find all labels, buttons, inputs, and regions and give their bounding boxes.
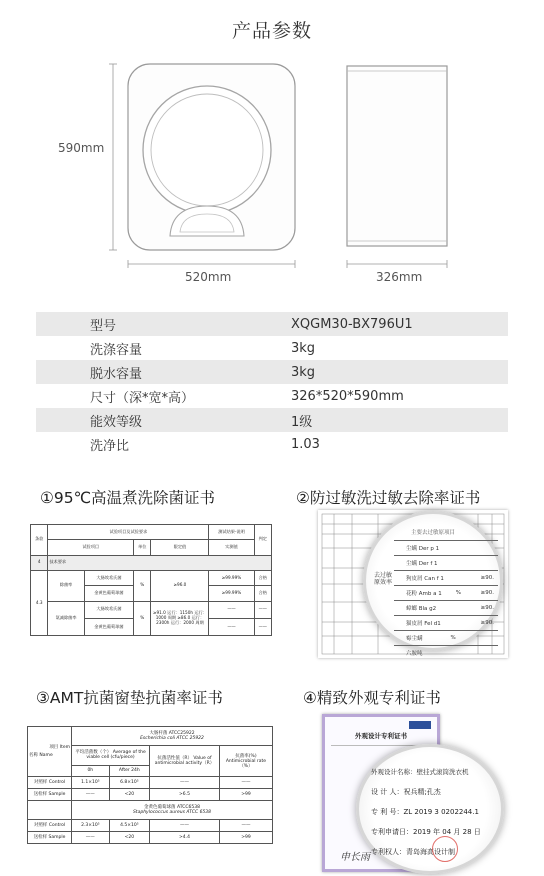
spec-key: 脱水容量 — [90, 366, 143, 382]
spec-row — [36, 360, 508, 384]
cell — [28, 801, 72, 820]
patent-line: 专利申请日：2019 年 04 月 28 日 — [371, 828, 481, 836]
cell: % — [134, 571, 151, 602]
spec-value: 1级 — [291, 414, 313, 430]
spec-value: 326*520*590mm — [291, 388, 404, 404]
lens-row: 尘螨 Der p 1 — [394, 540, 498, 555]
cell: ≥99.99% — [209, 586, 254, 601]
cell: —— — [209, 618, 254, 635]
cert3-table — [27, 726, 273, 844]
cell: <20 — [109, 832, 149, 844]
cell: 金黄色葡萄球菌 — [84, 586, 133, 601]
cell: ≥96.0 — [151, 571, 209, 602]
cell: 对照样 Control — [28, 777, 72, 789]
lens-row: 霉尘螨 % — [394, 630, 498, 645]
cell: 合格 — [254, 571, 271, 586]
cell: 测试结果-说明 — [209, 525, 254, 540]
cell: 金黄色葡萄球菌 ATCC6538 Staphylococcus aureus ATCC 6538 — [72, 801, 273, 820]
cell: —— — [72, 789, 110, 801]
cert4-title: ④精致外观专利证书 — [303, 689, 441, 707]
page-title: 产品参数 — [231, 20, 312, 42]
cell: 条款 — [31, 525, 48, 556]
cell: 大肠杆菌 ATCC25922 Escherichia coli ATCC 25922 — [72, 727, 273, 746]
cell: —— — [219, 820, 272, 832]
spec-row — [36, 312, 508, 336]
cell: —— — [209, 601, 254, 618]
spec-value: XQGM30-BX796U1 — [291, 316, 413, 332]
cert2-magnifier — [363, 511, 503, 657]
cell: ≥91.0 运行：1150h 运行：1000 周期 ≥86.0 运行：2300h 运行：2000 周期 — [151, 601, 209, 635]
cell: —— — [254, 618, 271, 635]
cell: 实测值 — [209, 540, 254, 555]
cell: 单位 — [134, 540, 151, 555]
lens-row: 狗皮屑 Can f 1 ≥90. — [394, 570, 498, 585]
seal-stamp — [432, 836, 458, 862]
lens-row: 蟑螂 Bla g2 ≥90. — [394, 600, 498, 615]
cell: 4.5×10⁵ — [109, 820, 149, 832]
cell: —— — [150, 777, 220, 789]
cell: 4.3 — [31, 571, 48, 636]
cell: 金黄色葡萄球菌 — [84, 618, 133, 635]
cell: 试验项目 — [48, 540, 134, 555]
cert1-title: ①95℃高温煮洗除菌证书 — [40, 489, 216, 507]
patent-line: 外观设计名称：壁挂式滚筒洗衣机 — [371, 768, 469, 776]
spec-row — [36, 432, 508, 456]
lens-row: 尘螨 Der f 1 — [394, 555, 498, 570]
cell: 4 — [31, 555, 48, 570]
cell: 6.8×10⁵ — [109, 777, 149, 789]
patent-line: 设 计 人：祝兵精;孔杰 — [371, 788, 441, 796]
sipo-logo — [409, 721, 431, 729]
cell: 试验项目及试验要求 — [48, 525, 209, 540]
cell: 对照样 Control — [28, 820, 72, 832]
lens-row: 六胺吨 — [394, 645, 498, 660]
cell: 0h — [72, 765, 110, 777]
cell: 送检样 Sample — [28, 789, 72, 801]
cell: >99 — [219, 789, 272, 801]
signature: 申长雨 — [340, 852, 370, 863]
cell: ≥99.99% — [209, 571, 254, 586]
cert3-title: ③AMT抗菌窗垫抗菌率证书 — [36, 689, 223, 707]
patent-line: 专 利 号：ZL 2019 3 0202244.1 — [371, 808, 479, 816]
cell: 限定值 — [151, 540, 209, 555]
cell: 合格 — [254, 586, 271, 601]
lens-header: 主要去过敏原项目 — [410, 530, 455, 536]
cell: —— — [219, 777, 272, 789]
spec-value: 3kg — [291, 340, 316, 356]
cell: 1.1×10⁵ — [72, 777, 110, 789]
drum-door — [143, 86, 271, 214]
cell: 技术要求 — [48, 555, 272, 570]
cell: % — [134, 601, 151, 635]
width-label: 520mm — [185, 270, 232, 284]
cert1-table — [30, 524, 272, 636]
spec-value: 1.03 — [291, 436, 320, 452]
spec-key: 洗净比 — [90, 438, 130, 454]
cell: 判定 — [254, 525, 271, 556]
cell: —— — [254, 601, 271, 618]
cell: —— — [150, 820, 220, 832]
spec-row — [36, 384, 508, 408]
cell: >99 — [219, 832, 272, 844]
spec-row — [36, 336, 508, 360]
cell: 氨减除菌率 — [48, 601, 85, 635]
lens-side-label: 去过敏原效率 — [374, 572, 393, 587]
lens-row: 猫皮屑 Fel d1 ≥90. — [394, 615, 498, 630]
cell: 大肠埃希氏菌 — [84, 601, 133, 618]
cell: <20 — [109, 789, 149, 801]
cert4-magnifier — [356, 744, 504, 874]
spec-key: 尺寸（深*宽*高） — [90, 390, 195, 406]
cell: After 24h — [109, 765, 149, 777]
side-view-body — [347, 66, 447, 246]
cell: 送检样 Sample — [28, 832, 72, 844]
cell: >6.5 — [150, 789, 220, 801]
cell: 抗菌率(%) Antimicrobial rate（%） — [219, 746, 272, 777]
cell: —— — [72, 832, 110, 844]
cell: 抗菌活性值（R） Value of antimicrobial activity（R） — [150, 746, 220, 777]
cell: 项目 Item 名称 Name — [28, 727, 72, 777]
patent-title: 外观设计专利证书 — [355, 732, 407, 740]
spec-key: 型号 — [90, 318, 117, 334]
patent-line: 专利权人：青岛海高设计制 — [371, 848, 455, 856]
cell: >4.4 — [150, 832, 220, 844]
cert2-title: ②防过敏洗过敏去除率证书 — [296, 489, 481, 507]
cell: 2.3×10⁵ — [72, 820, 110, 832]
spec-value: 3kg — [291, 364, 316, 380]
cell: 大肠埃希氏菌 — [84, 571, 133, 586]
spec-table — [36, 312, 508, 456]
cell: 平均活菌数（个） Average of the viable cell (cfu/piece) — [72, 746, 150, 765]
spec-key: 能效等级 — [90, 414, 143, 430]
depth-label: 326mm — [376, 270, 423, 284]
cell: 除菌率 — [48, 571, 85, 602]
spec-row — [36, 408, 508, 432]
spec-key: 洗涤容量 — [90, 342, 143, 358]
lens-row: 花粉 Amb a 1 % ≥90. — [394, 585, 498, 600]
height-label: 590mm — [58, 141, 105, 155]
